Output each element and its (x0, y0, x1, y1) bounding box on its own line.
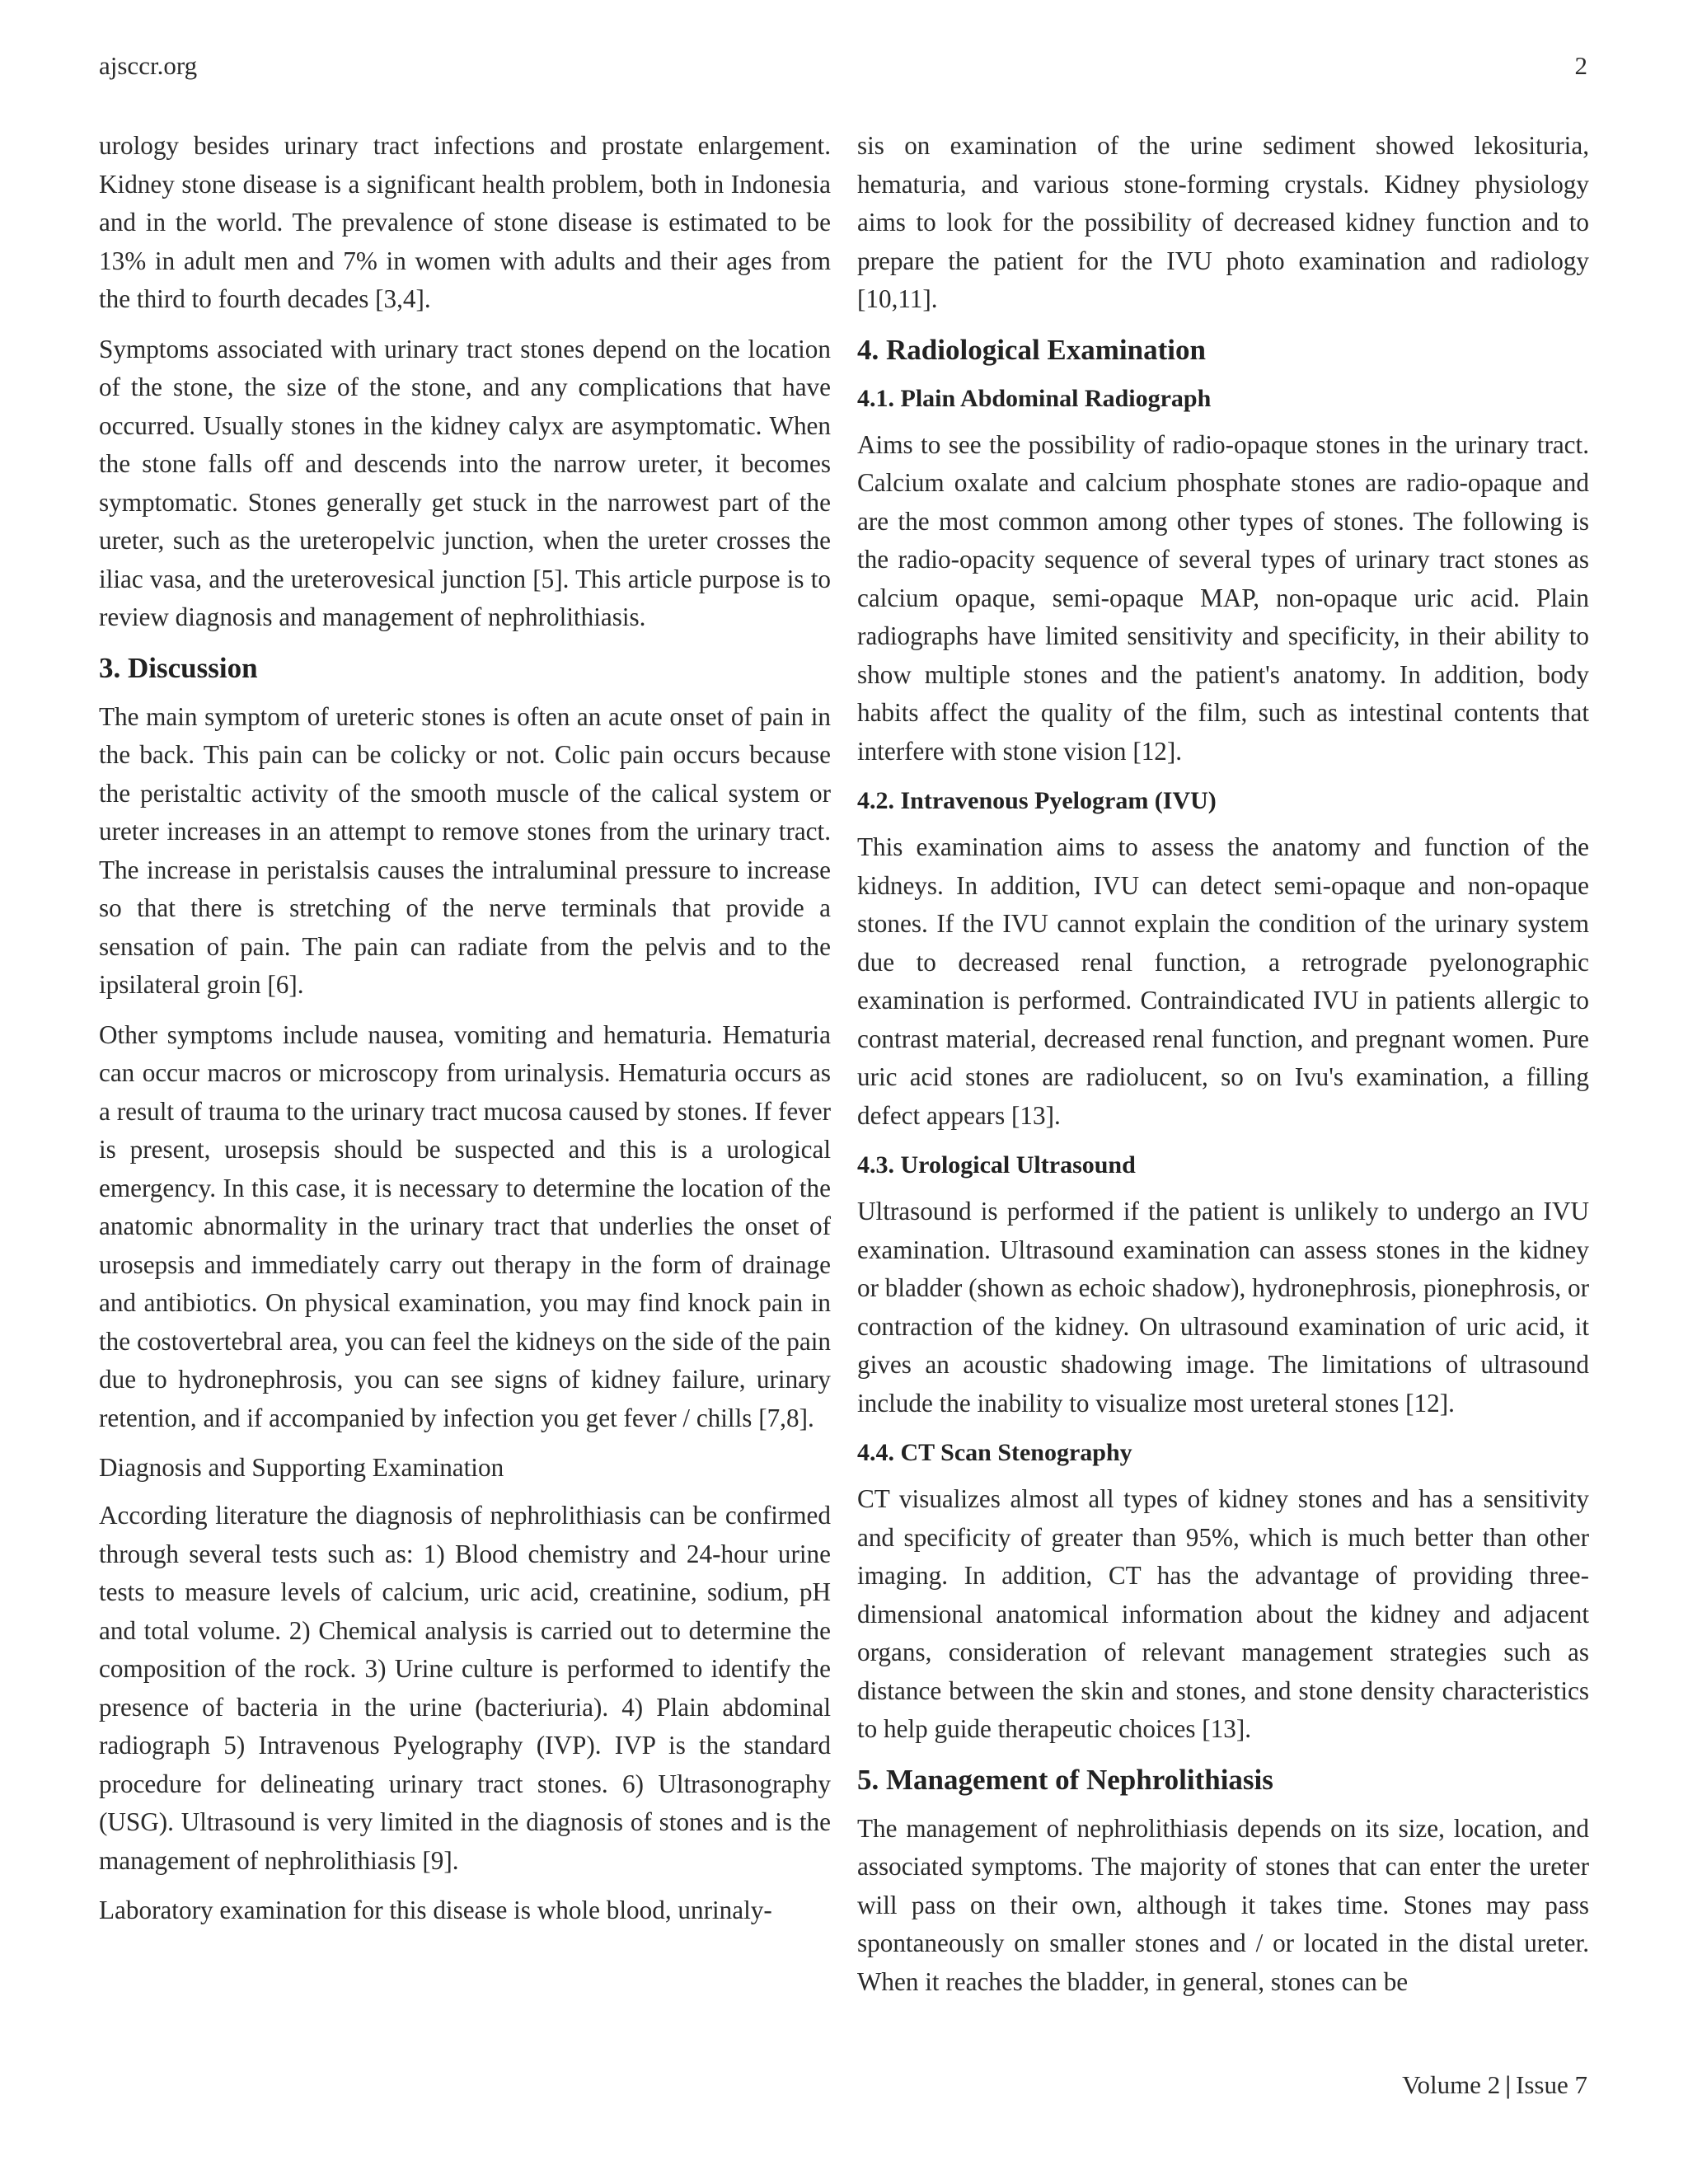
footer-volume-issue (1402, 2070, 1587, 2100)
section-heading-discussion: 3. Discussion (99, 651, 258, 684)
right-column (857, 127, 1589, 2013)
subsection-heading-4-2: 4.2. Intravenous Pyelogram (IVU) (857, 787, 1217, 814)
paragraph: Laboratory examination for this disease is whole blood, unrinaly- (99, 1896, 772, 1924)
journal-site: ajsccr.org (99, 51, 198, 80)
paragraph: Ultrasound is performed if the patient is unlikely to undergo an IVU examination. Ultrasound examination can assess stones in the kidney or bladder (shown as echoic shadow), hydronephrosis, pionephrosis, or contraction of the kidney. On ultrasound examination of uric acid, it gives an acoustic shadowing image. The limitations of ultrasound include the inability to visualize most ureteral stones [12]. (857, 1197, 1589, 1418)
paragraph: sis on examination of the urine sediment showed lekosituria, hematuria, and various stone-forming crystals. Kidney physiology aims to look for the possibility of decreased kidney function and to prepare the patient for the IVU photo examination and radiology [10,11]. (857, 131, 1589, 313)
paragraph: urology besides urinary tract infections and prostate enlargement. Kidney stone disease is a significant health problem, both in Indonesia and in the world. The prevalence of stone disease is estimated to be 13% in adult men and 7% in women with adults and their ages from the third to fourth decades [3,4]. (99, 131, 831, 313)
subsection-heading-4-1: 4.1. Plain Abdominal Radiograph (857, 384, 1212, 412)
paragraph: The main symptom of ureteric stones is often an acute onset of pain in the back. This pain can be colicky or not. Colic pain occurs because the peristaltic activity of the smooth muscle of the calical system or ureter increases in an attempt to remove stones from the urinary tract. The increase in peristalsis causes the intraluminal pressure to increase so that there is stretching of the nerve terminals that provide a sensation of pain. The pain can radiate from the pelvis and to the ipsilateral groin [6]. (99, 701, 831, 999)
paragraph: The management of nephrolithiasis depends on its size, location, and associated symptoms. The majority of stones that can enter the ureter will pass on their own, although it takes time. Stones may pass spontaneously on smaller stones and / or located in the distal ureter. When it reaches the bladder, in general, stones can be (857, 1813, 1589, 1996)
subsection-heading-4-4: 4.4. CT Scan Stenography (857, 1439, 1132, 1466)
paragraph: According literature the diagnosis of nephrolithiasis can be confirmed through several tests such as: 1) Blood chemistry and 24-hour urine tests to measure levels of calcium, uric acid, creatinine, sodium, pH and total volume. 2) Chemical analysis is carried out to determine the composition of the rock. 3) Urine culture is performed to identify the presence of bacteria in the urine (bacteriuria). 4) Plain abdominal radiograph 5) Intravenous Pyelography (IVP). IVP is the standard procedure for delineating urinary tract stones. 6) Ultrasonography (USG). Ultrasound is very limited in the diagnosis of stones and is the management of nephrolithiasis [9]. (99, 1501, 831, 1875)
section-heading-management: 5. Management of Nephrolithiasis (857, 1763, 1273, 1796)
paragraph: Symptoms associated with urinary tract stones depend on the location of the stone, the size of the stone, and any complications that have occurred. Usually stones in the kidney calyx are asymptomatic. When the stone falls off and descends into the narrow ureter, it becomes symptomatic. Stones generally get stuck in the narrowest part of the ureter, such as the ureteropelvic junction, when the ureter crosses the iliac vasa, and the ureterovesical junction [5]. This article purpose is to review diagnosis and management of nephrolithiasis. (99, 334, 831, 631)
footer-issue: Issue 7 (1516, 2070, 1587, 2099)
subheading-diagnosis: Diagnosis and Supporting Examination (99, 1453, 504, 1482)
footer-separator: | (1505, 2070, 1512, 2099)
section-heading-radiology: 4. Radiological Examination (857, 333, 1206, 366)
subsection-heading-4-3: 4.3. Urological Ultrasound (857, 1151, 1136, 1179)
left-column (99, 127, 831, 1942)
footer-volume: Volume 2 (1402, 2070, 1501, 2099)
paragraph: This examination aims to assess the anatomy and function of the kidneys. In addition, IVU can detect semi-opaque and non-opaque stones. If the IVU cannot explain the condition of the urinary system due to decreased renal function, a retrograde pyelonographic examination is performed. Contraindicated IVU in patients allergic to contrast material, decreased renal function, and pregnant women. Pure uric acid stones are radiolucent, so on Ivu's examination, a filling defect appears [13]. (857, 832, 1589, 1130)
paragraph: Aims to see the possibility of radio-opaque stones in the urinary tract. Calcium oxalate and calcium phosphate stones are radio-opaque and are the most common among other types of stones. The following is the radio-opacity sequence of several types of urinary tract stones as calcium opaque, semi-opaque MAP, non-opaque uric acid. Plain radiographs have limited sensitivity and specificity, in their ability to show multiple stones and the patient's anatomy. In addition, body habits affect the quality of the film, such as intestinal contents that interfere with stone vision [12]. (857, 429, 1589, 766)
paragraph: CT visualizes almost all types of kidney stones and has a sensitivity and specificity of greater than 95%, which is much better than other imaging. In addition, CT has the advantage of providing three-dimensional anatomical information about the kidney and adjacent organs, consideration of relevant management strategies such as distance between the skin and stones, and stone density characteristics to help guide therapeutic choices [13]. (857, 1484, 1589, 1743)
page-number: 2 (1574, 51, 1587, 80)
paragraph: Other symptoms include nausea, vomiting and hematuria. Hematuria can occur macros or microscopy from urinalysis. Hematuria occurs as a result of trauma to the urinary tract mucosa caused by stones. If fever is present, urosepsis should be suspected and this is a urological emergency. In this case, it is necessary to determine the location of the anatomic abnormality in the urinary tract that underlies the onset of urosepsis and immediately carry out therapy in the form of drainage and antibiotics. On physical examination, you may find knock pain in the costovertebral area, you can feel the kidneys on the side of the pain due to hydronephrosis, you can see signs of kidney failure, urinary retention, and if accompanied by infection you get fever / chills [7,8]. (99, 1019, 831, 1432)
